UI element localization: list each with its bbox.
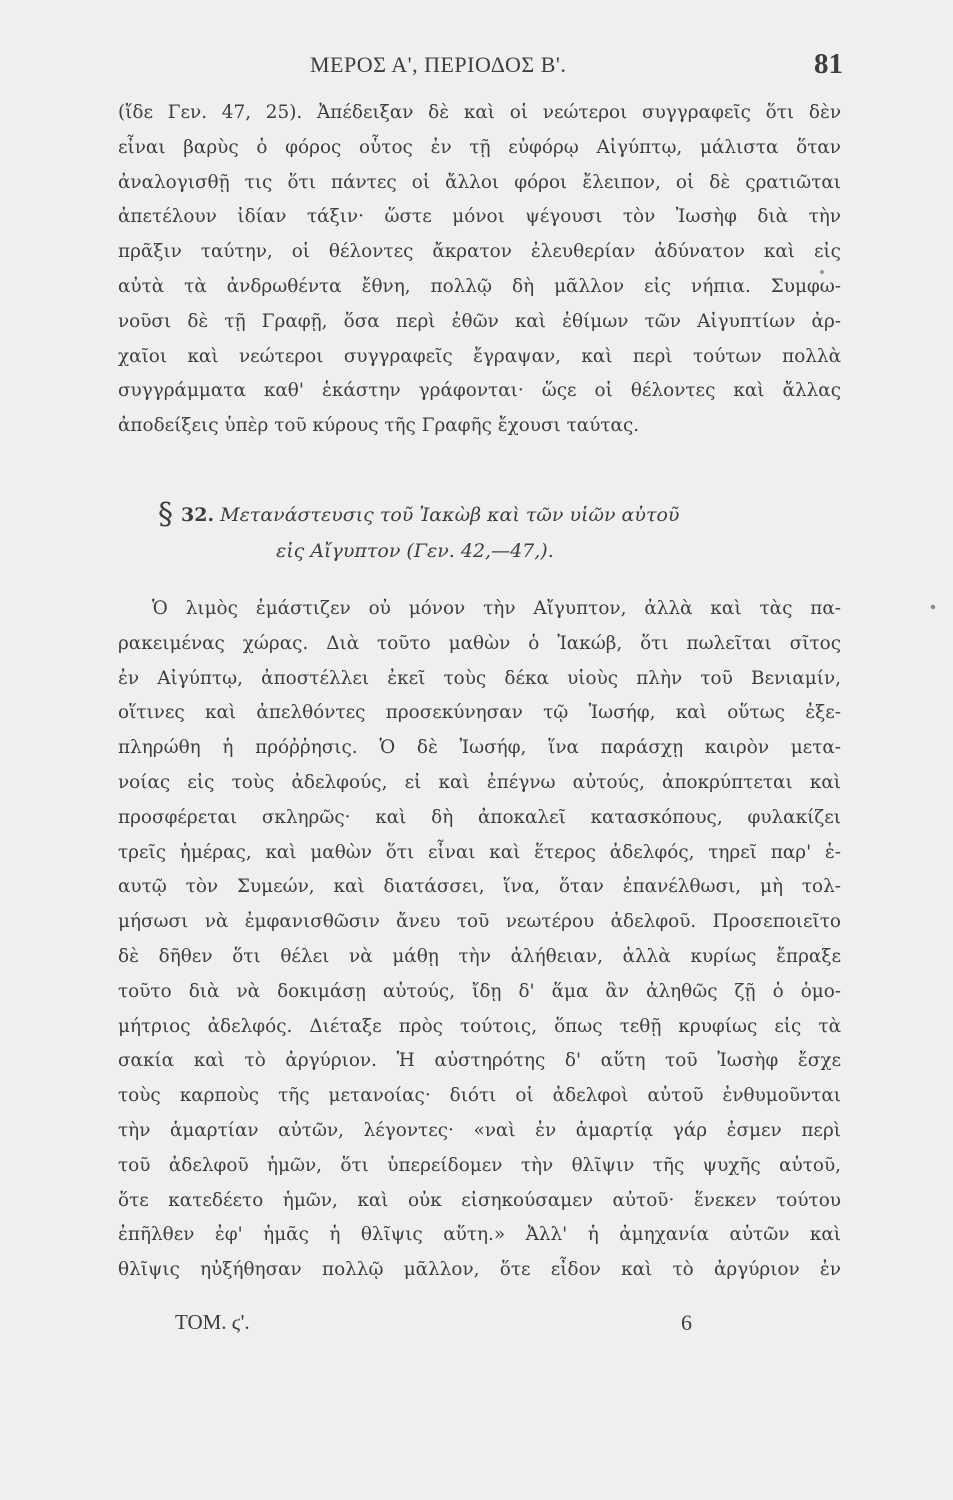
text-line: ἐπῆλθεν ἐφ' ἡμᾶς ἡ θλῖψις αὕτη.» Ἀλλ' ἡ ἀμηχανία αὐτῶν καὶ — [118, 1224, 841, 1246]
text-line: μήτριος ἀδελφός. Διέταξε πρὸς τούτοις, ὅπως τεθῇ κρυφίως εἰς τὰ — [118, 1015, 841, 1037]
text-line: ἀναλογισθῇ τις ὅτι πάντες οἱ ἄλλοι φόροι ἔλειπον, οἱ δὲ ςρατιῶται — [118, 171, 841, 193]
text-line: πληρώθη ἡ πρόῤῥησις. Ὁ δὲ Ἰωσήφ, ἵνα παράσχῃ καιρὸν μετα- — [118, 737, 841, 759]
text-line: νοῦσι δὲ τῇ Γραφῇ, ὅσα περὶ ἐθῶν καὶ ἐθίμων τῶν Αἰγυπτίων ἀρ- — [118, 310, 841, 332]
text-line: τὴν ἁμαρτίαν αὐτῶν, λέγοντες· «ναὶ ἐν ἁμαρτίᾳ γάρ ἐσμεν περὶ — [118, 1119, 841, 1141]
text-line: χαῖοι καὶ νεώτεροι συγγραφεῖς ἔγραψαν, καὶ περὶ τούτων πολλὰ — [118, 345, 841, 367]
text-line: ἀποδείξεις ὑπὲρ τοῦ κύρους τῆς Γραφῆς ἔχουσι ταύτας. — [118, 415, 640, 437]
text-line: τοῦ ἀδελφοῦ ἡμῶν, ὅτι ὑπερείδομεν τὴν θλῖψιν τῆς ψυχῆς αὐτοῦ, — [118, 1154, 841, 1176]
text-line: δὲ δῆθεν ὅτι θέλει νὰ μάθῃ τὴν ἀλήθειαν, ἀλλὰ κυρίως ἔπραξε — [118, 945, 841, 967]
text-line: αὐτὰ τὰ ἀνδρωθέντα ἔθνη, πολλῷ δὴ μᾶλλον εἰς νήπια. Συμφω- — [118, 275, 841, 297]
section-title-part-2: εἰς Αἴγυπτον (Γεν. 42,—47,). — [276, 540, 554, 562]
text-line: ἐν Αἰγύπτῳ, ἀποστέλλει ἐκεῖ τοὺς δέκα υἱοὺς πλὴν τοῦ Βενιαμίν, — [118, 667, 841, 689]
text-line: αυτῷ τὸν Συμεών, καὶ διατάσσει, ἵνα, ὅταν ἐπανέλθωσι, μὴ τολ- — [118, 876, 841, 898]
text-line: (ἴδε Γεν. 47, 25). Ἀπέδειξαν δὲ καὶ οἱ νεώτεροι συγγραφεῖς ὅτι δὲν — [118, 102, 841, 123]
text-line: τρεῖς ἡμέρας, καὶ μαθὼν ὅτι εἶναι καὶ ἕτερος ἀδελφός, τηρεῖ παρ' ἑ- — [118, 841, 841, 863]
text-line: Ὁ λιμὸς ἐμάστιζεν οὐ μόνον τὴν Αἴγυπτον, ἀλλὰ καὶ τὰς πα- — [152, 598, 841, 619]
text-line: εἶναι βαρὺς ὁ φόρος οὗτος ἐν τῇ εὐφόρῳ Αἰγύπτῳ, μάλιστα ὅταν — [118, 136, 841, 158]
ink-speck — [820, 270, 824, 274]
ink-speck — [931, 605, 935, 609]
text-line: πρᾶξιν ταύτην, οἱ θέλοντες ἄκρατον ἐλευθερίαν ἀδύνατον καὶ εἰς — [118, 241, 841, 263]
text-line: νοίας εἰς τοὺς ἀδελφούς, εἰ καὶ ἐπέγνω αὐτούς, ἀποκρύπτεται καὶ — [118, 771, 841, 793]
text-line: μήσωσι νὰ ἐμφανισθῶσιν ἄνευ τοῦ νεωτέρου ἀδελφοῦ. Προσεποιεῖτο — [118, 911, 841, 933]
volume-mark: ΤΟΜ. ϛ'. — [175, 1310, 250, 1334]
text-line: τοὺς καρποὺς τῆς μετανοίας· διότι οἱ ἀδελφοὶ αὐτοῦ ἐνθυμοῦνται — [118, 1085, 841, 1107]
running-title: ΜΕΡΟΣ Α', ΠΕΡΙΟΔΟΣ Β'. — [310, 52, 567, 77]
section-title-part-1: Μετανάστευσις τοῦ Ἰακὼβ καὶ τῶν υἱῶν αὐτοῦ — [220, 504, 680, 526]
text-line: σακία καὶ τὸ ἀργύριον. Ἡ αὐστηρότης δ' αὕτη τοῦ Ἰωσὴφ ἔσχε — [118, 1050, 841, 1072]
page-number: 81 — [814, 48, 843, 80]
text-line: θλῖψις ηὐξήθησαν πολλῷ μᾶλλον, ὅτε εἶδον καὶ τὸ ἀργύριον ἐν — [118, 1259, 841, 1281]
signature-mark: 6 — [681, 1310, 692, 1335]
text-line: οἵτινες καὶ ἀπελθόντες προσεκύνησαν τῷ Ἰωσήφ, καὶ οὕτως ἐξε- — [118, 702, 841, 724]
text-line: ὅτε κατεδέετο ἡμῶν, καὶ οὐκ εἰσηκούσαμεν αὐτοῦ· ἕνεκεν τούτου — [118, 1189, 841, 1211]
text-line: προσφέρεται σκληρῶς· καὶ δὴ ἀποκαλεῖ κατασκόπους, φυλακίζει — [118, 806, 841, 828]
text-line: ρακειμένας χώρας. Διὰ τοῦτο μαθὼν ὁ Ἰακώβ, ὅτι πωλεῖται σῖτος — [118, 632, 841, 654]
text-line: τοῦτο διὰ νὰ δοκιμάσῃ αὐτούς, ἴδῃ δ' ἅμα ἂν ἀληθῶς ζῇ ὁ ὁμο- — [118, 980, 841, 1002]
text-line: ἀπετέλουν ἰδίαν τάξιν· ὥστε μόνοι ψέγουσι τὸν Ἰωσὴφ διὰ τὴν — [118, 206, 841, 228]
section-symbol: § — [158, 497, 173, 532]
section-number: 32. — [181, 504, 215, 526]
text-line: συγγράμματα καθ' ἑκάστην γράφονται· ὥςε οἱ θέλοντες καὶ ἄλλας — [118, 380, 841, 402]
